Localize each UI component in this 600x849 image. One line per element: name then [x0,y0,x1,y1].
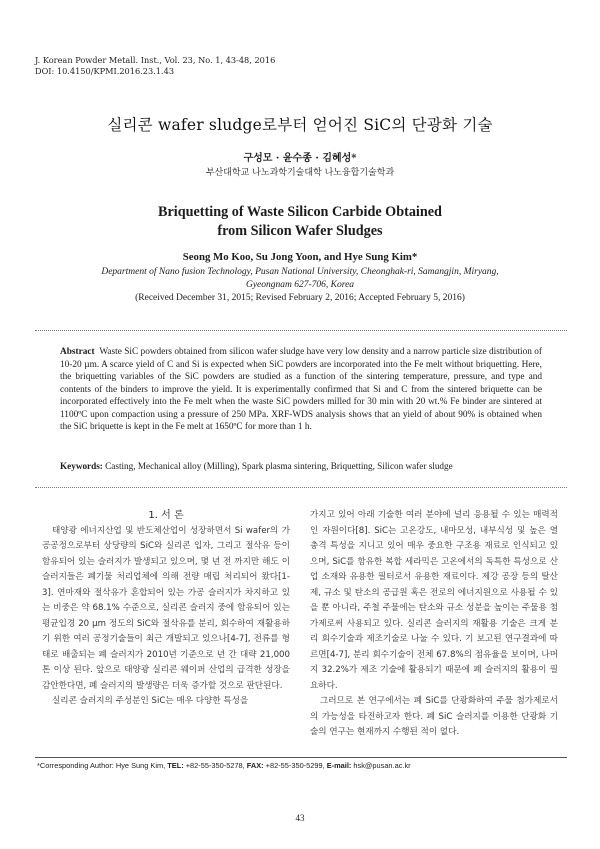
korean-authors: 구성모 · 윤수종 · 김혜성* [243,153,357,164]
email-label: E-mail: [326,761,352,770]
section-heading: 1. 서 론 [148,510,184,521]
corresponding-author-footnote [37,761,411,770]
paragraph: 그러므로 본 연구에서는 폐 SiC를 단광화하여 주물 첨가제로서의 가능성을 타진하고자 한다. 폐 SiC 슬러지를 이용한 단광화 기술의 연구는 현재까지 수행된 적이 없다. [310,696,558,737]
footnote-author: *Corresponding Author: Hye Sung Kim, [37,761,166,770]
fax-label: FAX: [246,761,264,770]
page-number: 43 [295,813,305,823]
english-affiliation [0,266,600,291]
journal-citation [35,55,275,77]
fax-value: +82-55-350-5299, [265,761,325,770]
abstract [60,346,542,434]
english-title-line2: from Silicon Wafer Sludges [217,223,383,239]
abstract-bottom-rule [35,487,567,488]
abstract-label: Abstract [60,347,95,357]
tel-label: TEL: [167,761,184,770]
tel-value: +82-55-350-5278, [185,761,245,770]
received-dates: (Received December 31, 2015; Revised February 2, 2016; Accepted February 5, 2016) [135,293,465,303]
affiliation-line2: Gyeongnam 627-706, Korea [245,279,355,290]
paragraph: 가지고 있어 아래 기술한 여러 분야에 널리 응용될 수 있는 매력적인 자원이다[8]. SiC는 고온강도, 내마모성, 내부식성 및 높은 열 충격 특성을 지니고 있어 매우 중요한 구조용 재료로 인식되고 있으며, SiC를 함유한 복합 세라믹은 고온에서의 독특한 특성으로 산업 소재와 유용한 필터로서 유용한 재료이다. 제강 공장 등의 탈산제, 규소 및 탄소의 공급원 혹은 전로의 에너지원으로 사용될 수 있을 뿐 아니라, 주철 주물에는 탄소와 규소 성분을 높이는 주물용 첨가제로써 사용되고 있다. 실리콘 슬러지의 재활용 기술은 크게 분리 회수기술과 제조기술로 나눌 수 있다. 기 보고된 연구결과에 따르면[4-7], 분리 회수기술이 전체 67.8%의 점유율을 보이며, 나머지 32.2%가 제조 기술에 활용되기 때문에 폐 슬러지의 활용이 필요하다. [310,510,558,691]
keywords [60,461,542,471]
korean-affiliation: 부산대학교 나노과학기술대학 나노융합기술학과 [205,168,395,178]
english-authors: Seong Mo Koo, Su Jong Yoon, and Hye Sung Kim* [182,251,418,263]
paragraph: 태양광 에너지산업 및 반도체산업이 성장하면서 Si wafer의 가공공정으로부터 상당량의 SiC와 실리콘 입자, 그리고 절삭유 등이 함유되어 있는 슬러지가 발생되고 있으며, 몇 년 전 까지만 해도 이 슬러지들은 폐기물 처리업체에 의해 전량 매립 처리되어 왔다[1-3]. 연마재와 절삭유가 혼합되어 있는 가공 슬러지가 차지하고 있는 비중은 약 68.1% 수준으로, 실리콘 슬러지 중에 함유되어 있는 평균입경 20 µm 정도의 SiC와 절삭유를 분리, 회수하여 재활용하기 위한 여러 공정기술들이 최근 개발되고 있으나[4-7], 전류를 형태로 배출되는 폐 슬러지가 2010년 기준으로 년 간 대략 21,000톤 이상 된다. 앞으로 태양광 실리콘 웨이퍼 산업의 급격한 성장을 감안한다면, 폐 슬러지의 발생량은 더욱 증가할 것으로 판단된다. [42,525,290,691]
footnote-rule [35,757,567,758]
keywords-text: Casting, Mechanical alloy (Milling), Spark plasma sintering, Briquetting, Silicon wafer sludge [105,461,453,471]
abstract-text: Waste SiC powders obtained from silicon wafer sludge have very low density and a narrow particle size distribution of 10-20 µm. A scarce yield of C and Si is expected when SiC powders are incorporated into the Fe melt without briquetting. Here, the briquetting variables of the SiC powders are studied as a function of the sintering temperature, pressure, and type and contents of the binders to improve the yield. It is experimentally confirmed that Si and C from the sintered briquette can be incorporated effectively into the Fe melt when the waste SiC powders milled for 30 min with 20 wt.% Fe binder are sintered at 1100ºC upon compaction using a pressure of 250 MPa. XRF-WDS analysis shows that an yield of about 90% is obtained when the SiC briquette is kept in the Fe melt at 1650ºC for more than 1 h. [60,347,542,432]
english-title [0,203,600,241]
body-column-left [42,508,290,710]
doi-line: DOI: 10.4150/KPMI.2016.23.1.43 [35,66,175,76]
abstract-top-rule [35,330,567,331]
email-value: hsk@pusan.ac.kr [353,761,411,770]
body-column-right [310,508,558,741]
english-title-line1: Briquetting of Waste Silicon Carbide Obtained [158,204,442,220]
journal-line: J. Korean Powder Metall. Inst., Vol. 23, No. 1, 43-48, 2016 [35,55,276,65]
paragraph: 실리콘 슬러지의 주성분인 SiC는 매우 다양한 특성을 [52,696,249,706]
affiliation-line1: Department of Nano fusion Technology, Pusan National University, Cheonghak-ri, Samangjin, Miryang, [101,267,499,277]
korean-title: 실리콘 wafer sludge로부터 얻어진 SiC의 단광화 기술 [107,116,493,134]
keywords-label: Keywords: [60,461,103,471]
